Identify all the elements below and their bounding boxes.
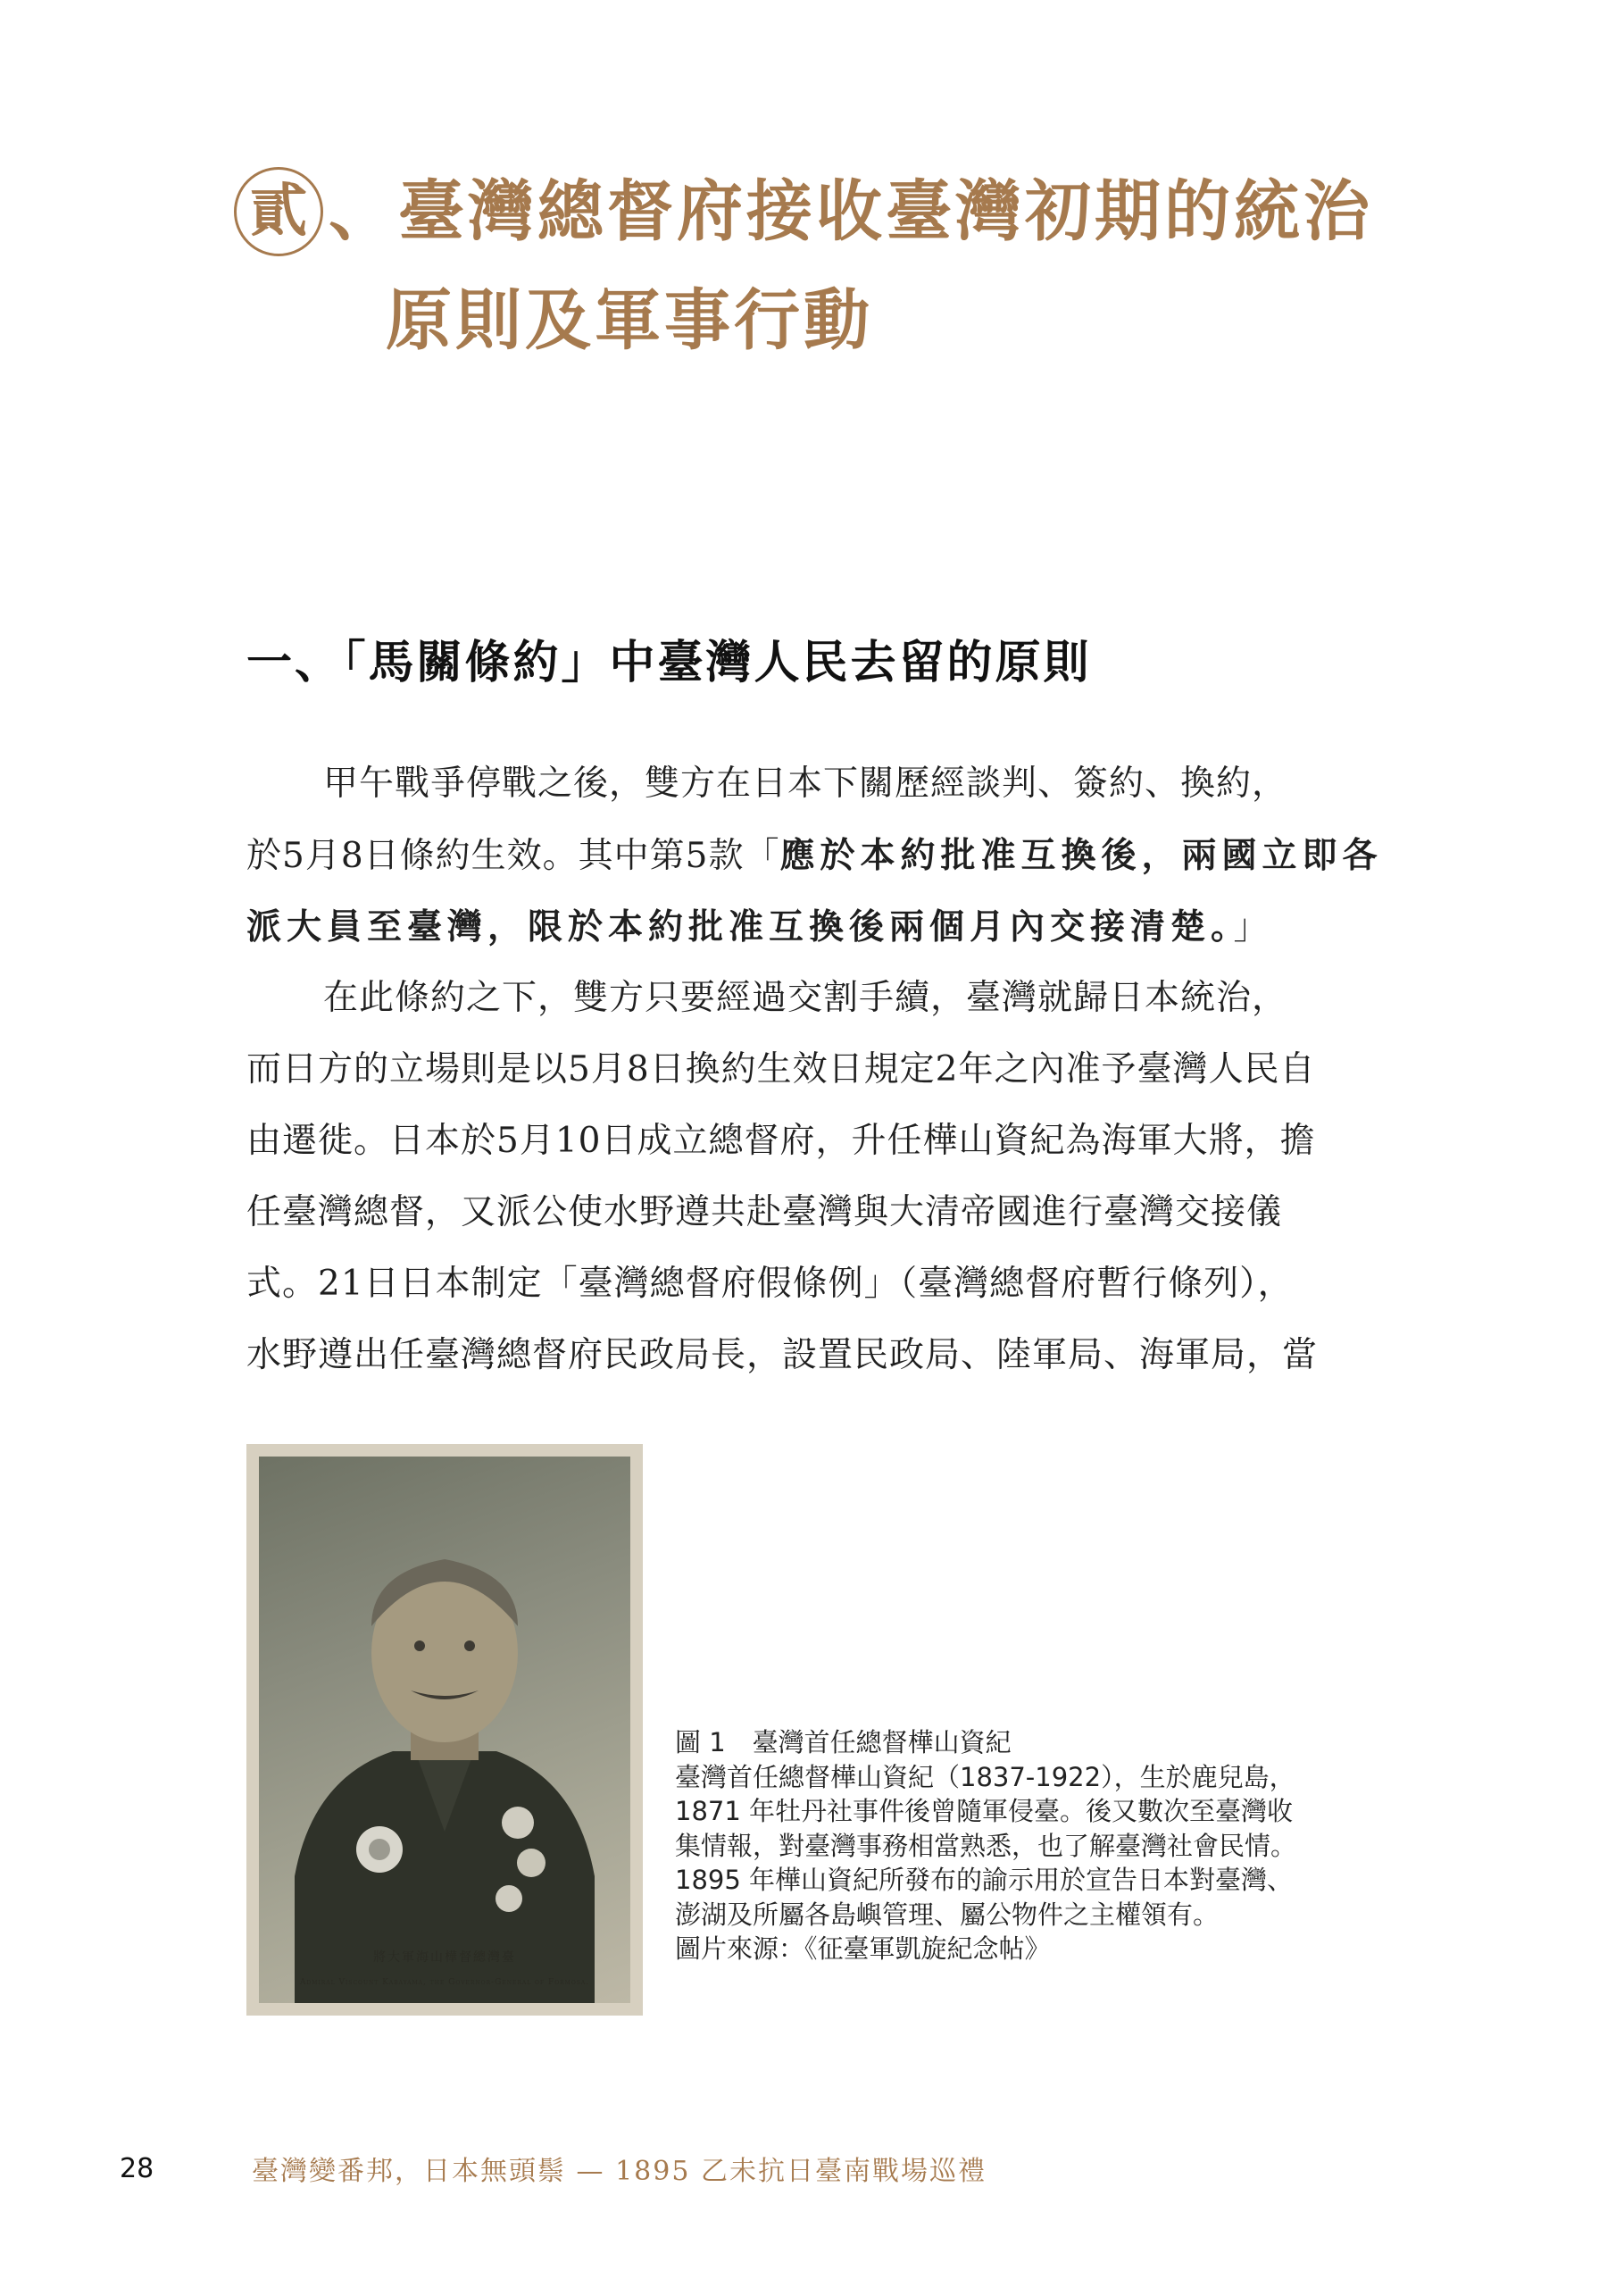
portrait-photo [246, 1444, 643, 2016]
paragraph-line: 甲午戰爭停戰之後，雙方在日本下關歷經談判、簽約、換約， [323, 764, 1288, 804]
figure-caption-line: 臺灣首任總督樺山資紀（1837-1922），生於鹿兒島， [675, 1761, 1295, 1792]
figure-title: 臺灣首任總督樺山資紀 [752, 1727, 1012, 1757]
paragraph-line: 由遷徙。日本於5月10日成立總督府，升任樺山資紀為海軍大將，擔 [246, 1121, 1316, 1161]
paragraph-text: 」 [1233, 907, 1270, 947]
page-footer [120, 2150, 1459, 2186]
figure-caption-title-line [675, 1725, 1407, 1760]
treaty-quote: 派大員至臺灣，限於本約批准互換後兩個月內交接清楚。 [246, 906, 1234, 947]
portrait-image [259, 1457, 630, 2003]
chapter-title-line2: 原則及軍事行動 [386, 282, 873, 359]
section-heading: 一、「馬關條約」中臺灣人民去留的原則 [246, 637, 1092, 689]
figure-caption-line: 1871 年牡丹社事件後曾隨軍侵臺。後又數次至臺灣收 [675, 1796, 1294, 1826]
figure-caption [675, 1725, 1407, 1966]
chapter-title-line1 [234, 163, 1484, 261]
chapter-title-text: 、臺灣總督府接收臺灣初期的統治 [329, 173, 1373, 250]
chapter-title [234, 163, 1484, 359]
paragraph-line [246, 891, 1398, 963]
paragraph-line: 而日方的立場則是以5月8日換約生效日規定2年之內准予臺灣人民自 [246, 1049, 1316, 1089]
figure-label: 圖 1 [675, 1727, 726, 1757]
paragraph-line: 水野遵出任臺灣總督府民政局長，設置民政局、陸軍局、海軍局，當 [246, 1335, 1319, 1375]
paragraph-line: 式。21日日本制定「臺灣總督府假條例」（臺灣總督府暫行條列）， [246, 1264, 1294, 1304]
figure-source: 圖片來源：《征臺軍凱旋紀念帖》 [675, 1933, 1051, 1964]
running-title: 臺灣變番邦，日本無頭鬃 — 1895 乙未抗日臺南戰場巡禮 [252, 2156, 987, 2187]
body-text [246, 748, 1398, 1391]
chapter-number-badge: 貳 [234, 167, 323, 256]
photo-caption-english: Admiral Viscount Kabayama, the Governor-General of Formosa. [299, 1978, 590, 1987]
paragraph-line [246, 820, 1398, 891]
portrait-illustration [259, 1457, 630, 2003]
figure-caption-line: 澎湖及所屬各島嶼管理、屬公物件之主權領有。 [675, 1899, 1220, 1930]
page-number: 28 [120, 2152, 154, 2184]
figure-caption-line: 集情報，對臺灣事務相當熟悉，也了解臺灣社會民情。 [675, 1830, 1297, 1861]
photo-caption-chinese: 將大軍海山樺督總灣臺 [373, 1950, 516, 1965]
paragraph-line: 任臺灣總督，又派公使水野遵共赴臺灣與大清帝國進行臺灣交接儀 [246, 1192, 1283, 1232]
treaty-quote: 應於本約批准互換後，兩國立即各 [779, 835, 1383, 876]
figure-caption-line: 1895 年樺山資紀所發布的諭示用於宣告日本對臺灣、 [675, 1865, 1294, 1895]
paragraph-text: 於5月8日條約生效。其中第5款「 [246, 836, 780, 876]
paragraph-line: 在此條約之下，雙方只要經過交割手續，臺灣就歸日本統治， [323, 978, 1288, 1018]
